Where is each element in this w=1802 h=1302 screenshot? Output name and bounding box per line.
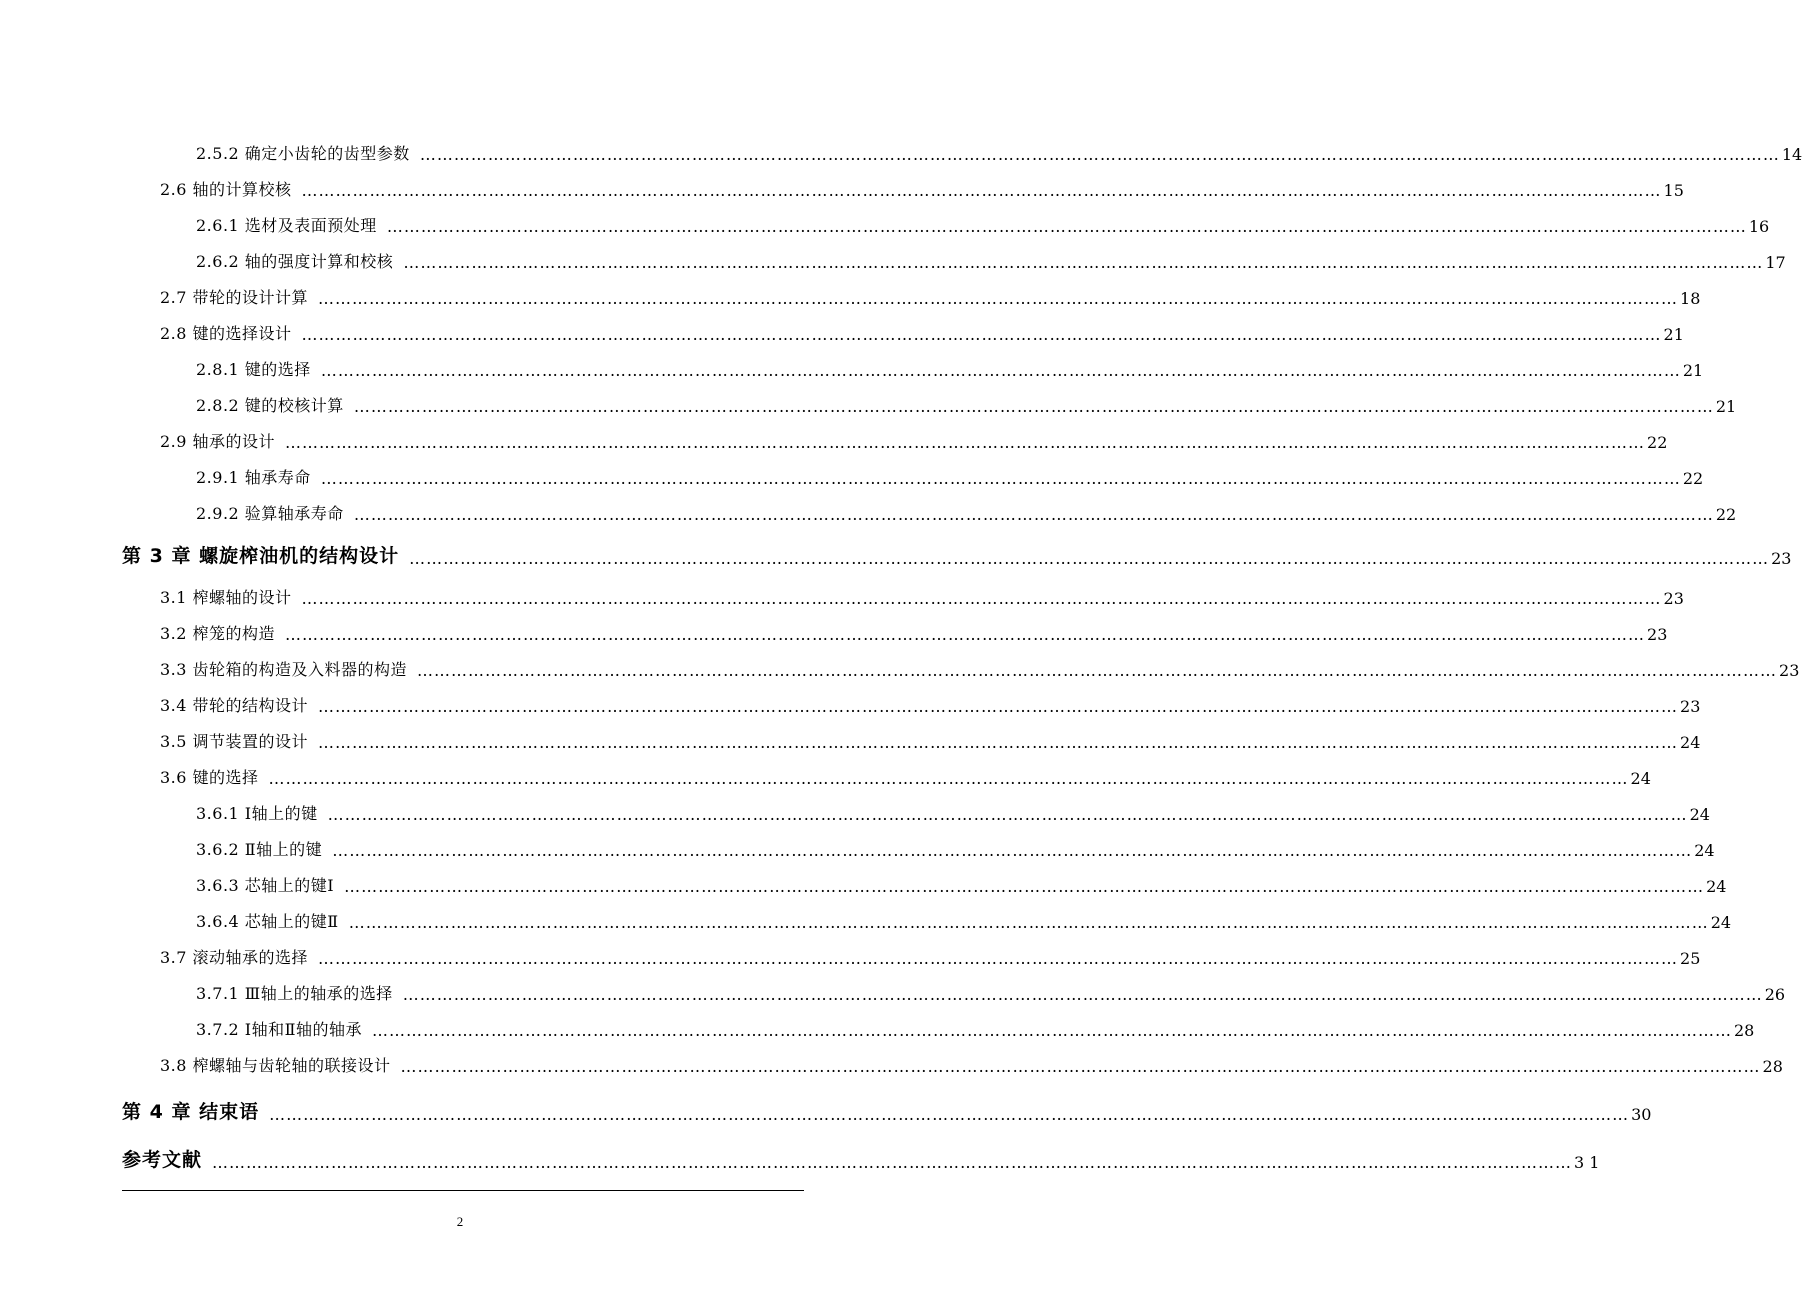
toc-entry-label: 2.8 键的选择设计 bbox=[160, 324, 292, 343]
toc-entry-label: 3.8 榨螺轴与齿轮轴的联接设计 bbox=[160, 1056, 391, 1075]
toc-leader-dots: …………………………………………………………………………………………………………………………………………………………………………………………………………………… bbox=[301, 589, 1662, 608]
toc-entry-page: 22 bbox=[1715, 505, 1737, 524]
toc-leader-dots: …………………………………………………………………………………………………………………………………………………………………………………………………………………… bbox=[301, 325, 1662, 344]
toc-entry-page: 23 bbox=[1779, 661, 1800, 680]
toc-entry-label: 3.1 榨螺轴的设计 bbox=[160, 588, 292, 607]
toc-leader-dots: …………………………………………………………………………………………………………………………………………………………………………………………………………………… bbox=[386, 217, 1747, 236]
toc-leader-dots: …………………………………………………………………………………………………………………………………………………………………………………………………………………… bbox=[268, 769, 1629, 788]
toc-entry-page: 30 bbox=[1631, 1105, 1652, 1124]
toc-leader-dots: …………………………………………………………………………………………………………………………………………………………………………………………………………………… bbox=[332, 841, 1693, 860]
toc-entry-page: 24 bbox=[1710, 913, 1732, 932]
toc-entry-label: 第 3 章 螺旋榨油机的结构设计 bbox=[122, 545, 400, 567]
toc-leader-dots: …………………………………………………………………………………………………………………………………………………………………………………………………………………… bbox=[285, 625, 1646, 644]
toc-leader-dots: …………………………………………………………………………………………………………………………………………………………………………………………………………………… bbox=[353, 505, 1714, 524]
toc-entry[interactable] bbox=[122, 1140, 1600, 1172]
toc-entry-label: 3.6 键的选择 bbox=[160, 768, 259, 787]
toc-entry-label: 3.6.3 芯轴上的键Ⅰ bbox=[196, 876, 335, 895]
toc-entry-label: 3.3 齿轮箱的构造及入料器的构造 bbox=[160, 660, 408, 679]
toc-entry-label: 3.2 榨笼的构造 bbox=[160, 624, 276, 643]
toc-leader-dots: …………………………………………………………………………………………………………………………………………………………………………………………………………………… bbox=[301, 181, 1662, 200]
toc-leader-dots: …………………………………………………………………………………………………………………………………………………………………………………………………………………… bbox=[285, 433, 1646, 452]
toc-leader-dots: …………………………………………………………………………………………………………………………………………………………………………………………………………………… bbox=[402, 985, 1763, 1004]
toc-entry-page: 3 1 bbox=[1574, 1153, 1600, 1172]
toc-entry[interactable] bbox=[160, 616, 1668, 644]
toc-leader-dots: …………………………………………………………………………………………………………………………………………………………………………………………………………………… bbox=[318, 733, 1679, 752]
toc-entry-label: 2.5.2 确定小齿轮的齿型参数 bbox=[196, 144, 410, 163]
toc-leader-dots: …………………………………………………………………………………………………………………………………………………………………………………………………………………… bbox=[409, 549, 1770, 568]
toc-leader-dots: …………………………………………………………………………………………………………………………………………………………………………………………………………………… bbox=[320, 469, 1681, 488]
toc-entry-page: 21 bbox=[1663, 325, 1684, 344]
toc-entry-label: 第 4 章 结束语 bbox=[122, 1101, 260, 1123]
toc-leader-dots: …………………………………………………………………………………………………………………………………………………………………………………………………………………… bbox=[212, 1153, 1573, 1172]
toc-entry[interactable] bbox=[160, 316, 1684, 344]
toc-leader-dots: …………………………………………………………………………………………………………………………………………………………………………………………………………………… bbox=[318, 949, 1679, 968]
toc-leader-dots: …………………………………………………………………………………………………………………………………………………………………………………………………………………… bbox=[353, 397, 1714, 416]
toc-entry-page: 28 bbox=[1734, 1021, 1755, 1040]
toc-entry-page: 21 bbox=[1715, 397, 1737, 416]
toc-entry-page: 23 bbox=[1647, 625, 1668, 644]
toc-entry[interactable] bbox=[196, 352, 1704, 380]
toc-entry[interactable] bbox=[160, 940, 1701, 968]
toc-entry[interactable] bbox=[196, 796, 1710, 824]
footer-rule bbox=[122, 1190, 804, 1191]
toc-entry-page: 24 bbox=[1694, 841, 1715, 860]
toc-entry[interactable] bbox=[196, 388, 1737, 416]
toc-entry-label: 2.9 轴承的设计 bbox=[160, 432, 276, 451]
toc-entry[interactable] bbox=[160, 688, 1701, 716]
toc-entry[interactable] bbox=[196, 1012, 1755, 1040]
toc-entry-page: 22 bbox=[1647, 433, 1668, 452]
toc-entry-page: 16 bbox=[1748, 217, 1770, 236]
toc-entry-page: 24 bbox=[1706, 877, 1727, 896]
toc-entry-label: 2.8.2 键的校核计算 bbox=[196, 396, 344, 415]
toc-leader-dots: …………………………………………………………………………………………………………………………………………………………………………………………………………………… bbox=[320, 361, 1681, 380]
toc-entry-page: 18 bbox=[1680, 289, 1701, 308]
toc-entry-label: 2.9.2 验算轴承寿命 bbox=[196, 504, 344, 523]
toc-entry[interactable] bbox=[160, 652, 1800, 680]
toc-entry[interactable] bbox=[196, 244, 1786, 272]
toc-entry-label: 2.6.2 轴的强度计算和校核 bbox=[196, 252, 394, 271]
toc-leader-dots: …………………………………………………………………………………………………………………………………………………………………………………………………………………… bbox=[417, 661, 1778, 680]
toc-entry-label: 3.6.4 芯轴上的键Ⅱ bbox=[196, 912, 339, 931]
toc-leader-dots: …………………………………………………………………………………………………………………………………………………………………………………………………………………… bbox=[318, 697, 1679, 716]
toc-entry-label: 2.9.1 轴承寿命 bbox=[196, 468, 311, 487]
toc-entry-page: 23 bbox=[1680, 697, 1701, 716]
toc-entry-label: 2.8.1 键的选择 bbox=[196, 360, 311, 379]
toc-entry-page: 24 bbox=[1680, 733, 1701, 752]
toc-leader-dots: …………………………………………………………………………………………………………………………………………………………………………………………………………………… bbox=[344, 877, 1705, 896]
toc-entry[interactable] bbox=[160, 724, 1701, 752]
toc-entry[interactable] bbox=[160, 1048, 1783, 1076]
toc-entry-label: 3.6.2 Ⅱ轴上的键 bbox=[196, 840, 323, 859]
toc-entry[interactable] bbox=[160, 760, 1651, 788]
toc-entry-label: 3.4 带轮的结构设计 bbox=[160, 696, 309, 715]
toc-entry-page: 24 bbox=[1630, 769, 1651, 788]
toc-entry[interactable] bbox=[196, 832, 1715, 860]
toc-leader-dots: …………………………………………………………………………………………………………………………………………………………………………………………………………………… bbox=[372, 1021, 1732, 1040]
toc-entry[interactable] bbox=[196, 460, 1704, 488]
toc-entry-label: 3.7.1 Ⅲ轴上的轴承的选择 bbox=[196, 984, 393, 1003]
toc-leader-dots: …………………………………………………………………………………………………………………………………………………………………………………………………………………… bbox=[318, 289, 1679, 308]
toc-entry[interactable] bbox=[196, 208, 1770, 236]
toc-entry[interactable] bbox=[160, 280, 1701, 308]
toc-entry-page: 23 bbox=[1771, 549, 1792, 568]
toc-entry-label: 参考文献 bbox=[122, 1149, 203, 1171]
toc-entry-label: 2.7 带轮的设计计算 bbox=[160, 288, 309, 307]
toc-entry[interactable] bbox=[122, 536, 1792, 568]
toc-entry[interactable] bbox=[160, 424, 1668, 452]
toc-entry-page: 21 bbox=[1682, 361, 1704, 380]
toc-entry-page: 14 bbox=[1781, 145, 1802, 164]
toc-leader-dots: …………………………………………………………………………………………………………………………………………………………………………………………………………………… bbox=[419, 145, 1780, 164]
toc-entry-page: 23 bbox=[1663, 589, 1684, 608]
toc-entry-page: 15 bbox=[1663, 181, 1684, 200]
toc-entry[interactable] bbox=[196, 496, 1737, 524]
toc-entry[interactable] bbox=[196, 904, 1732, 932]
toc-entry-page: 26 bbox=[1764, 985, 1786, 1004]
toc-leader-dots: …………………………………………………………………………………………………………………………………………………………………………………………………………………… bbox=[327, 805, 1688, 824]
toc-entry[interactable] bbox=[196, 868, 1727, 896]
page-number: 2 bbox=[456, 1214, 464, 1229]
toc-entry-page: 28 bbox=[1762, 1057, 1783, 1076]
toc-leader-dots: …………………………………………………………………………………………………………………………………………………………………………………………………………………… bbox=[400, 1057, 1761, 1076]
toc-entry-page: 17 bbox=[1765, 253, 1786, 272]
toc-entry[interactable] bbox=[122, 1092, 1652, 1124]
toc-leader-dots: …………………………………………………………………………………………………………………………………………………………………………………………………………………… bbox=[269, 1105, 1630, 1124]
toc-entry[interactable] bbox=[160, 580, 1684, 608]
toc-entry-label: 3.5 调节装置的设计 bbox=[160, 732, 309, 751]
toc-entry[interactable] bbox=[196, 976, 1786, 1004]
toc-entry[interactable] bbox=[160, 172, 1684, 200]
toc-leader-dots: …………………………………………………………………………………………………………………………………………………………………………………………………………………… bbox=[403, 253, 1764, 272]
toc-entry[interactable] bbox=[196, 136, 1802, 164]
toc-entry-label: 3.7 滚动轴承的选择 bbox=[160, 948, 309, 967]
toc-entry-label: 2.6 轴的计算校核 bbox=[160, 180, 292, 199]
toc-entry-page: 22 bbox=[1682, 469, 1704, 488]
toc-entry-page: 24 bbox=[1689, 805, 1710, 824]
toc-entry-label: 2.6.1 选材及表面预处理 bbox=[196, 216, 377, 235]
toc-leader-dots: …………………………………………………………………………………………………………………………………………………………………………………………………………………… bbox=[348, 913, 1709, 932]
toc-entry-label: 3.7.2 Ⅰ轴和Ⅱ轴的轴承 bbox=[196, 1020, 362, 1039]
toc-entry-page: 25 bbox=[1680, 949, 1701, 968]
toc-entry-label: 3.6.1 Ⅰ轴上的键 bbox=[196, 804, 318, 823]
